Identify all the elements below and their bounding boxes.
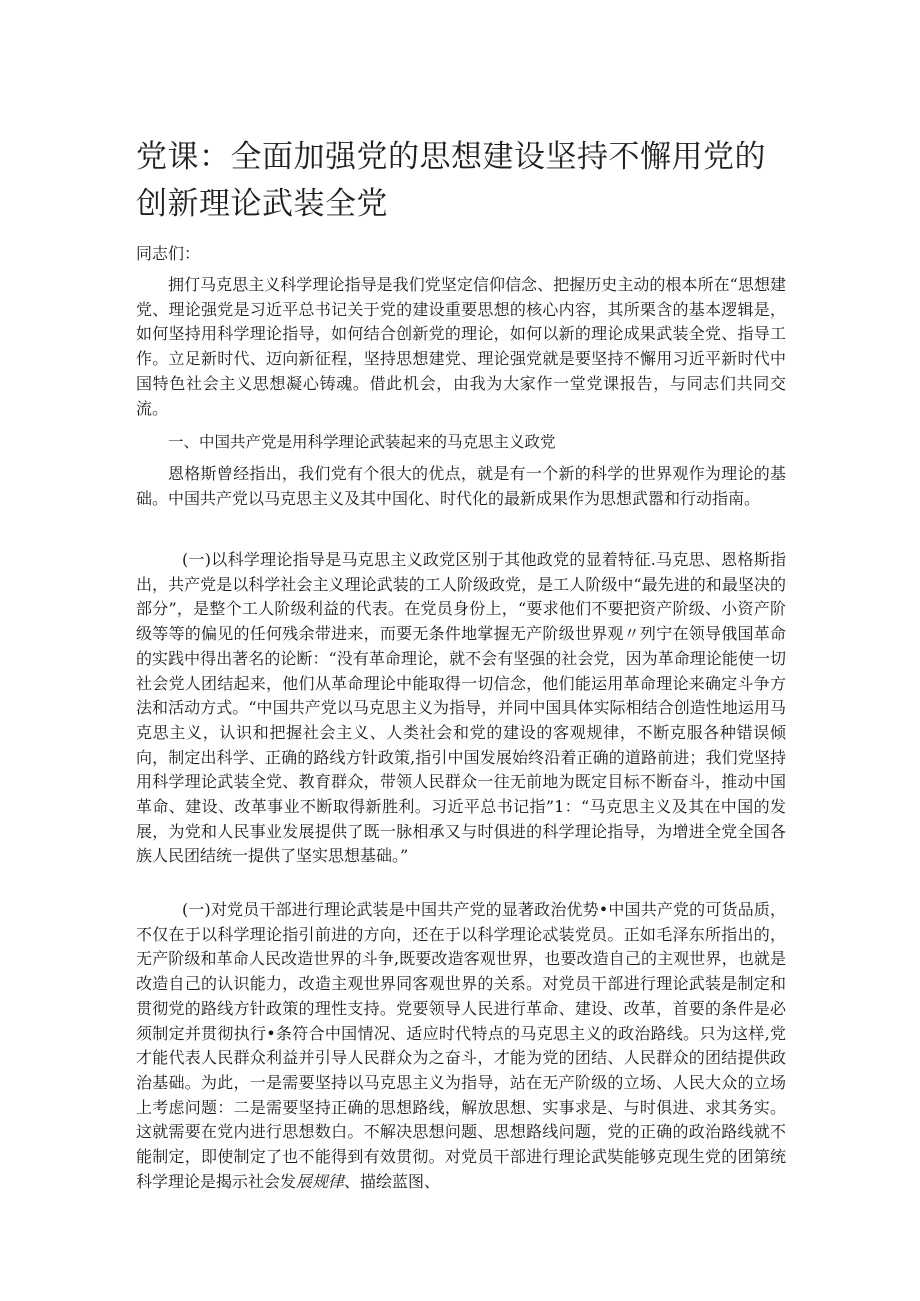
section-heading-1: 一、中国共产党是用科学理论武装起来的马克思主义政党 (168, 433, 556, 451)
paragraph-text-end: 、描绘蓝图、 (344, 1171, 441, 1191)
paragraph-engels: 恩格斯曾经指出，我们党有个很大的优点，就是有一个新的科学的世界观作为理论的基础。中国共产党以马克思主义及其中国化、时代化的最新成果作为思想武嚣和行动指南。 (136, 464, 786, 508)
paragraph-theoretical-arming (136, 898, 786, 1194)
document-title: 党课：全面加强党的思想建设坚持不懈用党的创新理论武装全党 (136, 139, 766, 222)
paragraph-scientific-theory: (一)以科学理论指导是马克思主义政党区别于其他政党的显着特征.马克思、恩格斯指出，共产党是以科学社会主义理论武装的工人阶级政党，是工人阶级中“最先进的和最坚决的部分”，是整个工人阶级利益的代表。在党员身份上，“要求他们不要把资产阶级、小资产阶级等等的偏见的任何残余带进来，而要无条件地掌握无产阶级世界观〃列宁在领导俄国革命的实践中得出著名的论断：“没有革命理论，就不会有坚强的社会党，因为革命理论能使一切社会党人团结起来，他们从革命理论中能取得一切信念，他们能运用革命理论来确定斗争方法和活动方式。“中国共产党以马克思主义为指导，并同中国具体实际相结合创造性地运用马克思主义，认识和把握社会主义、人类社会和党的建设的客观规律，不断克服各种错误倾向，制定出科学、正确的路线方针政策,指引中国发展始终沿着正确的道路前进；我们党坚持用科学理论武装全党、教育群众，带领人民群众一往无前地为既定目标不断奋斗，推动中国革命、建设、改革事业不断取得新胜利。习近平总书记指”1：“马克思主义及其在中国的发展，为党和人民事业发展提供了既一脉相承又与时俱进的科学理论指导，为增进全党全国各族人民团结统一提供了坚实思想基础。” (136, 550, 786, 866)
salutation: 同志们： (136, 244, 201, 263)
italic-text: 展规律 (296, 1171, 345, 1191)
paragraph-text: (一)对党员干部进行理论武装是中国共产党的显著政治优势•中国共产党的可货品质，不仅在于以科学理论指引前进的方向，还在于以科学理论忒装党员。正如毛泽东所指出的，无产阶级和革命人民改造世界的斗争,既要改造客观世界，也要改造自己的主观世界，也就是改造自己的认识能力，改造主观世界同客观世界的关系。对党员干部进行理论武装是制定和贯彻党的路线方针政策的理性支持。党要领导人民进行革命、建设、改革，首要的条件是必须制定并贯彻执行•条符合中国情况、适应时代特点的马克思主义的政治路线。只为这样,党才能代表人民群众利益并引导人民群众为之奋斗，才能为党的团结、人民群众的团结提供政治基础。为此，一是需要坚持以马克思主义为指导，站在无产阶级的立场、人民大众的立场上考虑问题：二是需要坚持正确的思想路线，解放思想、实事求是、与时俱进、求其务实。这就需要在党内进行思想数白。不解决思想问题、思想路线问题，党的正确的政治路线就不能制定，即使制定了也不能得到有效贯彻。对党员干部进行理论武奘能够克现生党的团第统科学理论是揭示社会发 (136, 900, 786, 1191)
paragraph-intro: 拥仃马克思主义科学理论指导是我们党坚定信仰信念、把握历史主动的根本所在“思想建党、理论强党是习近平总书记关于党的建设重要思想的核心内容，其所栗含的基本逻辑是，如何坚持用科学理论指导，如何结合创新党的理论，如何以新的理论成果武装全党、指导工作。立足新时代、迈向新征程，坚持思想建党、理论强党就是要坚持不懈用习近平新时代中国特色社会主义思想凝心铸魂。借此机会，由我为大家作一堂党课报告，与同志们共同交流。 (136, 275, 786, 418)
